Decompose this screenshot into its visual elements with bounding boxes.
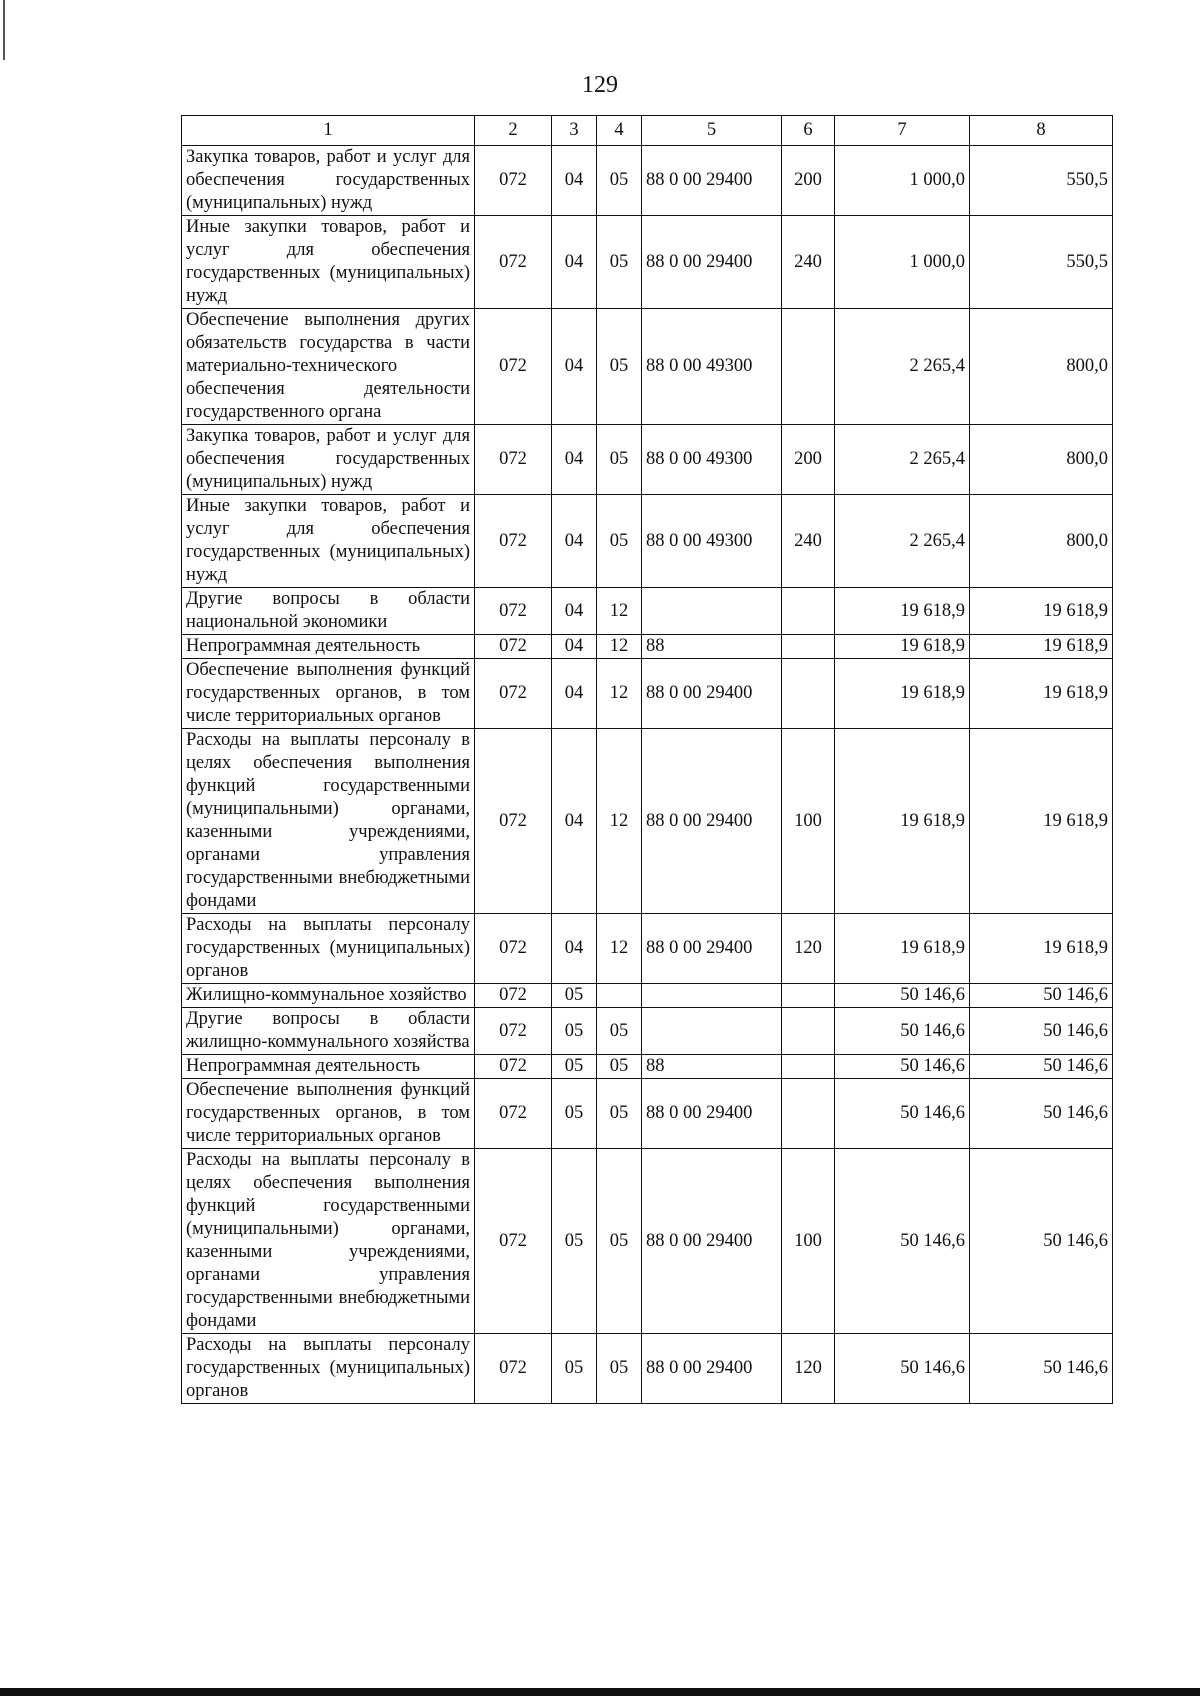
cell-section-code: 04 bbox=[552, 588, 597, 635]
table-row bbox=[182, 1149, 1113, 1334]
cell-amount-1: 19 618,9 bbox=[835, 914, 970, 984]
cell-target-article: 88 0 00 29400 bbox=[642, 146, 782, 216]
table-body bbox=[182, 146, 1113, 1404]
cell-amount-1: 1 000,0 bbox=[835, 216, 970, 309]
cell-amount-2: 550,5 bbox=[970, 146, 1113, 216]
table-row bbox=[182, 1055, 1113, 1079]
cell-subsection-code: 05 bbox=[597, 309, 642, 425]
cell-target-article: 88 0 00 49300 bbox=[642, 425, 782, 495]
cell-section-code: 04 bbox=[552, 635, 597, 659]
cell-amount-1: 19 618,9 bbox=[835, 588, 970, 635]
cell-expense-type bbox=[782, 659, 835, 729]
cell-name: Расходы на выплаты персоналу в целях обеспечения выполнения функций государственными (муниципальными) органами, казенными учреждениями, органами управления государственными внебюджетными фондами bbox=[182, 729, 475, 914]
table-row bbox=[182, 588, 1113, 635]
cell-ministry-code: 072 bbox=[475, 425, 552, 495]
cell-amount-2: 19 618,9 bbox=[970, 635, 1113, 659]
table-row bbox=[182, 146, 1113, 216]
cell-subsection-code: 05 bbox=[597, 1149, 642, 1334]
cell-amount-2: 800,0 bbox=[970, 425, 1113, 495]
table-row bbox=[182, 984, 1113, 1008]
cell-ministry-code: 072 bbox=[475, 1008, 552, 1055]
cell-section-code: 05 bbox=[552, 1008, 597, 1055]
table-row bbox=[182, 729, 1113, 914]
cell-ministry-code: 072 bbox=[475, 216, 552, 309]
cell-target-article: 88 0 00 29400 bbox=[642, 216, 782, 309]
table-row bbox=[182, 1334, 1113, 1404]
cell-name: Другие вопросы в области национальной экономики bbox=[182, 588, 475, 635]
cell-expense-type bbox=[782, 984, 835, 1008]
cell-section-code: 04 bbox=[552, 216, 597, 309]
cell-section-code: 04 bbox=[552, 914, 597, 984]
cell-name: Расходы на выплаты персоналу государственных (муниципальных) органов bbox=[182, 1334, 475, 1404]
table-row bbox=[182, 1079, 1113, 1149]
cell-amount-1: 2 265,4 bbox=[835, 309, 970, 425]
cell-amount-2: 50 146,6 bbox=[970, 1008, 1113, 1055]
cell-amount-1: 50 146,6 bbox=[835, 1334, 970, 1404]
cell-ministry-code: 072 bbox=[475, 1334, 552, 1404]
cell-section-code: 04 bbox=[552, 309, 597, 425]
scan-edge-mark bbox=[3, 0, 5, 60]
cell-expense-type: 120 bbox=[782, 1334, 835, 1404]
column-header: 1 bbox=[182, 116, 475, 146]
cell-subsection-code: 12 bbox=[597, 588, 642, 635]
cell-name: Иные закупки товаров, работ и услуг для обеспечения государственных (муниципальных) нужд bbox=[182, 216, 475, 309]
cell-name: Обеспечение выполнения других обязательств государства в части материально-технического обеспечения деятельности государственного органа bbox=[182, 309, 475, 425]
cell-subsection-code: 05 bbox=[597, 1055, 642, 1079]
cell-subsection-code: 05 bbox=[597, 495, 642, 588]
cell-amount-1: 2 265,4 bbox=[835, 495, 970, 588]
cell-ministry-code: 072 bbox=[475, 914, 552, 984]
cell-ministry-code: 072 bbox=[475, 1149, 552, 1334]
cell-name: Расходы на выплаты персоналу в целях обеспечения выполнения функций государственными (муниципальными) органами, казенными учреждениями, органами управления государственными внебюджетными фондами bbox=[182, 1149, 475, 1334]
cell-subsection-code: 05 bbox=[597, 425, 642, 495]
cell-ministry-code: 072 bbox=[475, 309, 552, 425]
cell-section-code: 05 bbox=[552, 1055, 597, 1079]
cell-amount-2: 19 618,9 bbox=[970, 914, 1113, 984]
cell-subsection-code: 05 bbox=[597, 1079, 642, 1149]
cell-name: Обеспечение выполнения функций государственных органов, в том числе территориальных органов bbox=[182, 659, 475, 729]
cell-name: Закупка товаров, работ и услуг для обеспечения государственных (муниципальных) нужд bbox=[182, 146, 475, 216]
cell-ministry-code: 072 bbox=[475, 635, 552, 659]
cell-amount-2: 19 618,9 bbox=[970, 659, 1113, 729]
cell-amount-1: 50 146,6 bbox=[835, 1008, 970, 1055]
table-row bbox=[182, 495, 1113, 588]
column-header: 2 bbox=[475, 116, 552, 146]
cell-amount-2: 50 146,6 bbox=[970, 1055, 1113, 1079]
cell-subsection-code: 12 bbox=[597, 635, 642, 659]
table-row bbox=[182, 309, 1113, 425]
table-header-row bbox=[182, 116, 1113, 146]
cell-subsection-code: 05 bbox=[597, 146, 642, 216]
cell-amount-2: 50 146,6 bbox=[970, 984, 1113, 1008]
cell-name: Иные закупки товаров, работ и услуг для обеспечения государственных (муниципальных) нужд bbox=[182, 495, 475, 588]
cell-target-article: 88 0 00 29400 bbox=[642, 914, 782, 984]
cell-expense-type bbox=[782, 635, 835, 659]
cell-amount-2: 50 146,6 bbox=[970, 1334, 1113, 1404]
cell-amount-1: 50 146,6 bbox=[835, 1055, 970, 1079]
cell-section-code: 04 bbox=[552, 659, 597, 729]
cell-subsection-code: 05 bbox=[597, 216, 642, 309]
column-header: 5 bbox=[642, 116, 782, 146]
cell-amount-2: 50 146,6 bbox=[970, 1149, 1113, 1334]
cell-amount-1: 50 146,6 bbox=[835, 984, 970, 1008]
cell-section-code: 04 bbox=[552, 729, 597, 914]
cell-name: Другие вопросы в области жилищно-коммунального хозяйства bbox=[182, 1008, 475, 1055]
cell-ministry-code: 072 bbox=[475, 984, 552, 1008]
cell-expense-type: 240 bbox=[782, 495, 835, 588]
table-row bbox=[182, 635, 1113, 659]
cell-name: Жилищно-коммунальное хозяйство bbox=[182, 984, 475, 1008]
cell-target-article bbox=[642, 588, 782, 635]
cell-name: Непрограммная деятельность bbox=[182, 1055, 475, 1079]
cell-ministry-code: 072 bbox=[475, 1079, 552, 1149]
cell-expense-type: 200 bbox=[782, 425, 835, 495]
cell-target-article: 88 0 00 49300 bbox=[642, 495, 782, 588]
cell-amount-2: 19 618,9 bbox=[970, 588, 1113, 635]
cell-amount-1: 1 000,0 bbox=[835, 146, 970, 216]
cell-section-code: 05 bbox=[552, 984, 597, 1008]
cell-subsection-code: 05 bbox=[597, 1334, 642, 1404]
cell-target-article: 88 0 00 29400 bbox=[642, 729, 782, 914]
cell-expense-type: 120 bbox=[782, 914, 835, 984]
table-row bbox=[182, 425, 1113, 495]
cell-target-article: 88 0 00 29400 bbox=[642, 659, 782, 729]
cell-expense-type: 240 bbox=[782, 216, 835, 309]
cell-target-article: 88 bbox=[642, 635, 782, 659]
cell-amount-2: 800,0 bbox=[970, 495, 1113, 588]
table-row bbox=[182, 1008, 1113, 1055]
column-header: 8 bbox=[970, 116, 1113, 146]
cell-name: Непрограммная деятельность bbox=[182, 635, 475, 659]
table-row bbox=[182, 659, 1113, 729]
cell-ministry-code: 072 bbox=[475, 659, 552, 729]
cell-ministry-code: 072 bbox=[475, 729, 552, 914]
cell-amount-2: 50 146,6 bbox=[970, 1079, 1113, 1149]
cell-expense-type bbox=[782, 1055, 835, 1079]
column-header: 6 bbox=[782, 116, 835, 146]
page-number: 129 bbox=[582, 72, 618, 98]
cell-section-code: 04 bbox=[552, 495, 597, 588]
cell-expense-type bbox=[782, 588, 835, 635]
scan-bottom-border bbox=[0, 1688, 1200, 1696]
cell-target-article: 88 0 00 49300 bbox=[642, 309, 782, 425]
cell-expense-type bbox=[782, 1079, 835, 1149]
cell-subsection-code: 12 bbox=[597, 659, 642, 729]
cell-subsection-code bbox=[597, 984, 642, 1008]
budget-table bbox=[181, 115, 1113, 1404]
cell-ministry-code: 072 bbox=[475, 146, 552, 216]
cell-expense-type: 100 bbox=[782, 729, 835, 914]
column-header: 7 bbox=[835, 116, 970, 146]
cell-expense-type bbox=[782, 309, 835, 425]
cell-target-article: 88 0 00 29400 bbox=[642, 1079, 782, 1149]
cell-amount-1: 19 618,9 bbox=[835, 659, 970, 729]
cell-ministry-code: 072 bbox=[475, 588, 552, 635]
cell-section-code: 05 bbox=[552, 1079, 597, 1149]
cell-amount-1: 19 618,9 bbox=[835, 729, 970, 914]
cell-name: Закупка товаров, работ и услуг для обеспечения государственных (муниципальных) нужд bbox=[182, 425, 475, 495]
cell-amount-2: 800,0 bbox=[970, 309, 1113, 425]
cell-target-article: 88 0 00 29400 bbox=[642, 1149, 782, 1334]
cell-target-article bbox=[642, 984, 782, 1008]
cell-amount-1: 50 146,6 bbox=[835, 1149, 970, 1334]
column-header: 3 bbox=[552, 116, 597, 146]
cell-target-article: 88 0 00 29400 bbox=[642, 1334, 782, 1404]
cell-subsection-code: 12 bbox=[597, 914, 642, 984]
cell-subsection-code: 05 bbox=[597, 1008, 642, 1055]
cell-subsection-code: 12 bbox=[597, 729, 642, 914]
cell-name: Обеспечение выполнения функций государственных органов, в том числе территориальных органов bbox=[182, 1079, 475, 1149]
cell-expense-type bbox=[782, 1008, 835, 1055]
cell-ministry-code: 072 bbox=[475, 1055, 552, 1079]
cell-ministry-code: 072 bbox=[475, 495, 552, 588]
cell-amount-2: 550,5 bbox=[970, 216, 1113, 309]
cell-section-code: 04 bbox=[552, 425, 597, 495]
cell-amount-1: 2 265,4 bbox=[835, 425, 970, 495]
table-row bbox=[182, 914, 1113, 984]
cell-amount-2: 19 618,9 bbox=[970, 729, 1113, 914]
cell-amount-1: 50 146,6 bbox=[835, 1079, 970, 1149]
cell-section-code: 05 bbox=[552, 1334, 597, 1404]
column-header: 4 bbox=[597, 116, 642, 146]
cell-amount-1: 19 618,9 bbox=[835, 635, 970, 659]
cell-target-article bbox=[642, 1008, 782, 1055]
cell-target-article: 88 bbox=[642, 1055, 782, 1079]
cell-name: Расходы на выплаты персоналу государственных (муниципальных) органов bbox=[182, 914, 475, 984]
cell-expense-type: 200 bbox=[782, 146, 835, 216]
cell-section-code: 05 bbox=[552, 1149, 597, 1334]
table-row bbox=[182, 216, 1113, 309]
cell-section-code: 04 bbox=[552, 146, 597, 216]
cell-expense-type: 100 bbox=[782, 1149, 835, 1334]
